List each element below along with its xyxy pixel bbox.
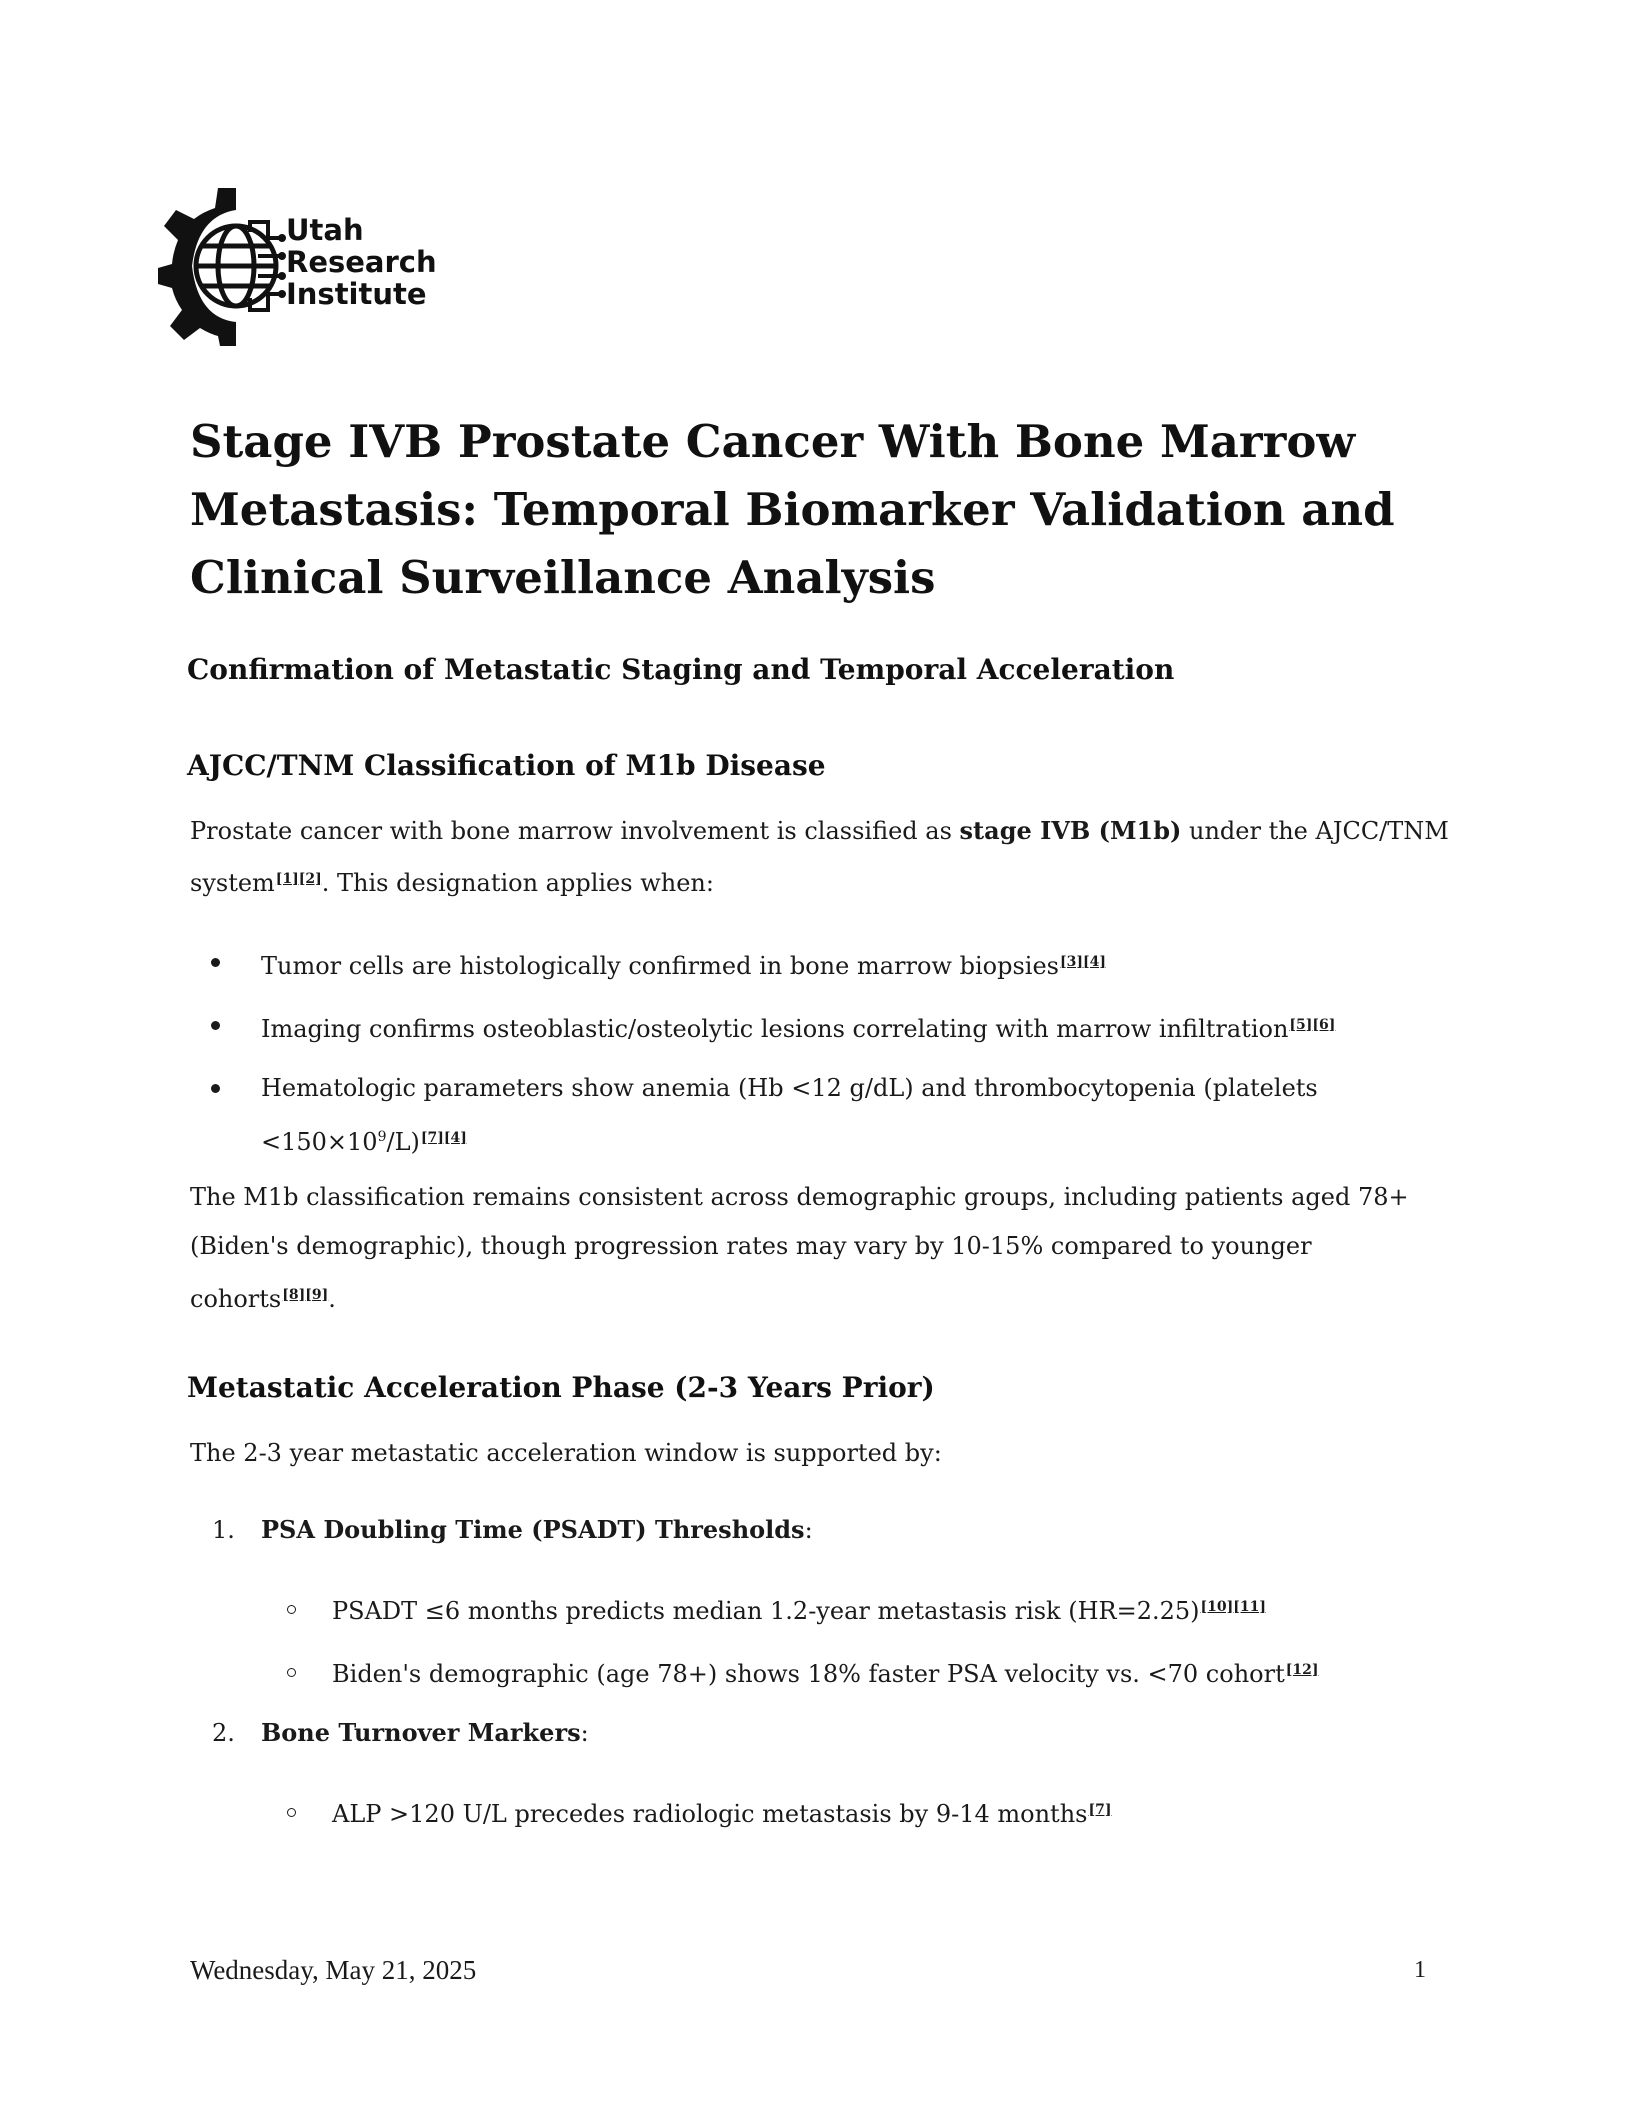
list-number: 1. <box>212 1516 235 1544</box>
citation-link[interactable]: [8][9] <box>282 1287 329 1303</box>
p1-text-a: Prostate cancer with bone marrow involvement is classified as <box>190 817 960 845</box>
colon: : <box>580 1719 589 1747</box>
sub-bullet-icon <box>287 1605 296 1614</box>
bullet-2-text: Imaging confirms osteoblastic/osteolytic lesions correlating with marrow infiltration <box>261 1015 1289 1043</box>
logo-line-1: Utah <box>286 213 364 247</box>
citation-link[interactable]: [5][6] <box>1289 1017 1336 1033</box>
section-heading-ajcc: AJCC/TNM Classification of M1b Disease <box>187 749 826 782</box>
numbered-item-1 <box>261 1513 813 1547</box>
citation-link[interactable]: [1][2] <box>275 871 322 887</box>
page-number: 1 <box>1414 1957 1426 1983</box>
p1-text-c: system <box>190 869 275 897</box>
bullet-item-3-line-2 <box>261 1120 467 1159</box>
p2-end: . <box>328 1285 336 1313</box>
sub-item-text: Biden's demographic (age 78+) shows 18% faster PSA velocity vs. <70 cohort <box>332 1660 1285 1688</box>
bullet-item-3-line-1 <box>261 1071 1318 1105</box>
sub-item-1-2 <box>332 1653 1318 1691</box>
paragraph-2-line-3 <box>190 1278 336 1316</box>
sub-item-2-1 <box>332 1793 1111 1831</box>
numbered-item-1-label: PSA Doubling Time (PSADT) Thresholds <box>261 1515 805 1544</box>
citation-link[interactable]: [7] <box>1088 1802 1112 1818</box>
p1-bold-stage: stage IVB (M1b) <box>959 816 1182 845</box>
logo-line-3: Institute <box>286 277 427 311</box>
bullet-3-text-c: /L) <box>386 1128 420 1156</box>
bullet-item-2 <box>261 1008 1335 1046</box>
citation-link[interactable]: [3][4] <box>1059 954 1106 970</box>
numbered-item-2-label: Bone Turnover Markers <box>261 1718 581 1747</box>
p2-text-c: cohorts <box>190 1285 282 1313</box>
logo-wordmark <box>286 214 437 310</box>
bullet-item-1 <box>261 945 1106 983</box>
paragraph-2-line-1: The M1b classification remains consistent across demographic groups, including patients aged 78+ <box>190 1183 1409 1211</box>
sub-item-1-1 <box>332 1590 1266 1628</box>
footer-date: Wednesday, May 21, 2025 <box>190 1955 477 1985</box>
section-heading-confirmation: Confirmation of Metastatic Staging and Temporal Acceleration <box>187 653 1175 686</box>
sub-bullet-icon <box>287 1808 296 1817</box>
numbered-item-2 <box>261 1716 589 1750</box>
paragraph-2-line-2: (Biden's demographic), though progression rates may vary by 10-15% compared to younger <box>190 1232 1312 1260</box>
citation-link[interactable]: [7][4] <box>420 1130 467 1146</box>
list-number: 2. <box>212 1719 235 1747</box>
sub-bullet-icon <box>287 1668 296 1677</box>
gear-globe-circuit-icon <box>158 186 288 346</box>
bullet-icon <box>211 1021 220 1030</box>
bullet-icon <box>211 958 220 967</box>
exponent: 9 <box>377 1129 387 1145</box>
bullet-icon <box>211 1084 220 1093</box>
paragraph-1-line-2 <box>190 862 714 900</box>
bullet-1-text: Tumor cells are histologically confirmed in bone marrow biopsies <box>261 952 1059 980</box>
p1-text-d: . This designation applies when: <box>321 869 714 897</box>
bullet-3-text-b: <150×10 <box>261 1128 378 1156</box>
sub-item-text: PSADT ≤6 months predicts median 1.2-year metastasis risk (HR=2.25) <box>332 1597 1200 1625</box>
colon: : <box>804 1516 813 1544</box>
logo-line-2: Research <box>286 245 437 279</box>
paragraph-1-line-1 <box>190 814 1449 848</box>
section-heading-acceleration: Metastatic Acceleration Phase (2-3 Years Prior) <box>187 1371 935 1404</box>
sub-item-text: ALP >120 U/L precedes radiologic metastasis by 9-14 months <box>332 1800 1088 1828</box>
bullet-3-text-a: Hematologic parameters show anemia (Hb <12 g/dL) and thrombocytopenia (platelets <box>261 1074 1318 1102</box>
citation-link[interactable]: [12] <box>1285 1662 1319 1678</box>
section-3-intro: The 2-3 year metastatic acceleration window is supported by: <box>190 1439 942 1467</box>
citation-link[interactable]: [10][11] <box>1200 1599 1266 1615</box>
p1-text-b: under the AJCC/TNM <box>1181 817 1449 845</box>
institute-logo <box>158 186 458 346</box>
document-title: Stage IVB Prostate Cancer With Bone Marrow Metastasis: Temporal Biomarker Validation and Clinical Surveillance Analysis <box>190 415 1395 604</box>
